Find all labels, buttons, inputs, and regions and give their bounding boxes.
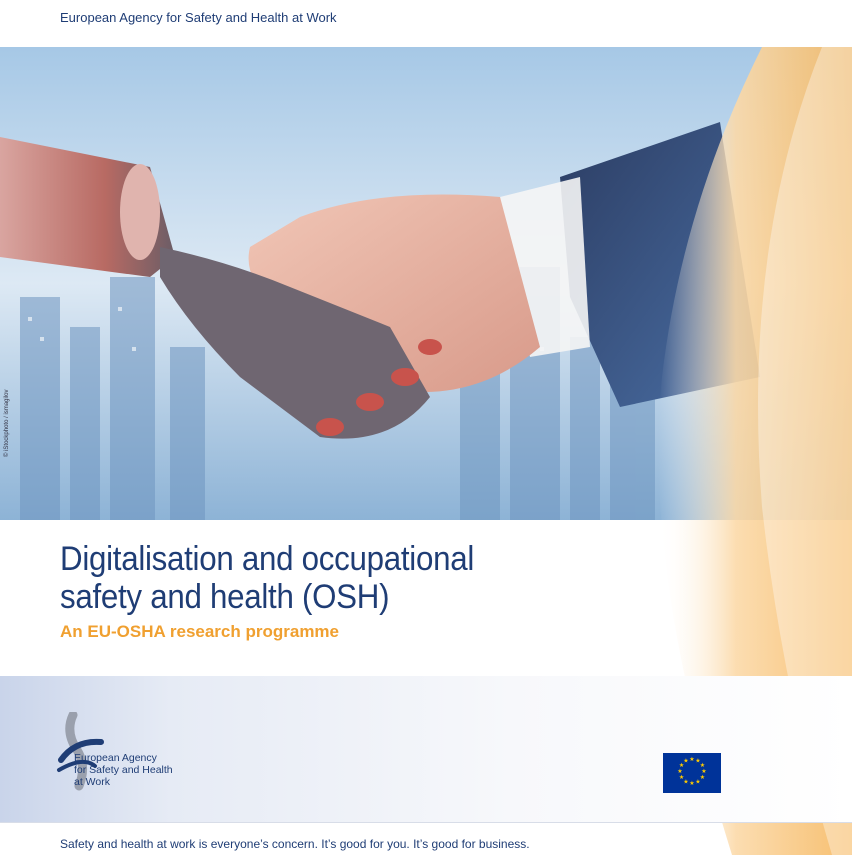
svg-text:★: ★ — [683, 778, 689, 786]
svg-text:★: ★ — [678, 762, 685, 769]
svg-text:★: ★ — [683, 757, 689, 765]
logo-text: European Agency for Safety and Health at Work — [74, 752, 173, 788]
document-title: Digitalisation and occupational safety and health (OSH) — [60, 540, 474, 616]
svg-text:★: ★ — [689, 780, 695, 787]
svg-text:★: ★ — [677, 768, 683, 775]
footer-divider — [0, 822, 852, 823]
svg-text:★: ★ — [701, 768, 707, 775]
agency-header: European Agency for Safety and Health at Work — [60, 10, 337, 25]
svg-text:★: ★ — [689, 756, 695, 763]
svg-text:★: ★ — [695, 778, 701, 786]
svg-text:★: ★ — [678, 774, 685, 781]
footer-tagline: Safety and health at work is everyone’s concern. It’s good for you. It’s good for business. — [60, 837, 530, 851]
photo-credit: © iStockphoto / ismagilov — [4, 389, 10, 457]
title-block — [60, 540, 620, 642]
document-subtitle: An EU-OSHA research programme — [60, 622, 340, 641]
svg-text:★: ★ — [699, 774, 706, 781]
svg-text:★: ★ — [699, 762, 706, 769]
svg-text:★: ★ — [695, 757, 701, 765]
eu-flag-icon — [663, 753, 721, 793]
